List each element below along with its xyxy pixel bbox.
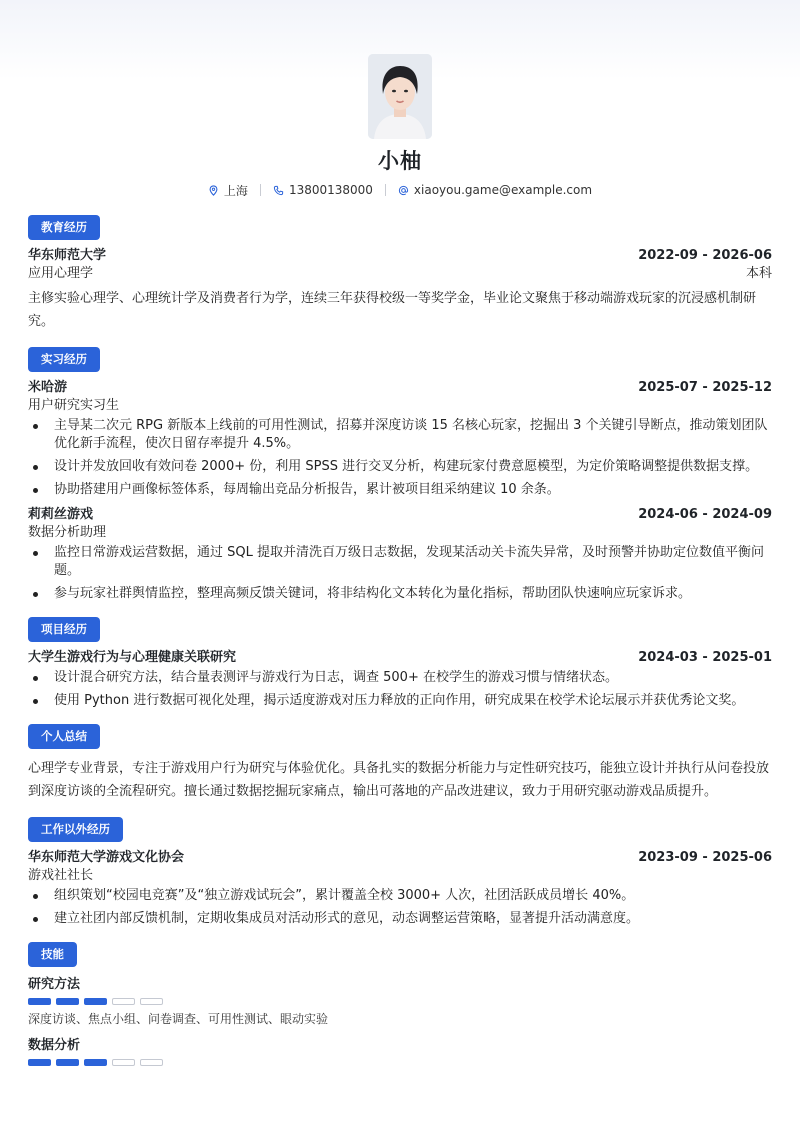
bullet-item: 协助搭建用户画像标签体系，每周输出竞品分析报告，累计被项目组采纳建议 10 余条。: [28, 481, 772, 499]
resume-header: [28, 0, 772, 199]
at-sign-icon: [398, 185, 409, 196]
skill-level-filled: [56, 998, 79, 1005]
skill-level-filled: [28, 998, 51, 1005]
bullet-item: 参与玩家社群舆情监控，整理高频反馈关键词，将非结构化文本转化为量化指标，帮助团队快速响应玩家诉求。: [28, 585, 772, 603]
contact-location: [208, 182, 248, 199]
internship-entry: [28, 505, 772, 603]
bullet-item: 组织策划“校园电竞赛”及“独立游戏试玩会”，累计覆盖全校 3000+ 人次，社团活跃成员增长 40%。: [28, 887, 772, 905]
education-description: 主修实验心理学、心理统计学及消费者行为学，连续三年获得校级一等奖学金，毕业论文聚焦于移动端游戏玩家的沉浸感机制研究。: [28, 291, 757, 329]
skill-name: 数据分析: [28, 1038, 81, 1053]
internship-bullets: [28, 417, 772, 499]
skill-item: [28, 1036, 772, 1066]
project-name: 大学生游戏行为与心理健康关联研究: [28, 650, 237, 665]
skill-level-filled: [56, 1059, 79, 1066]
location-pin-icon: [208, 185, 219, 196]
project-entry-header: [28, 648, 772, 667]
bullet-item: 建立社团内部反馈机制，定期收集成员对活动形式的意见，动态调整运营策略，显著提升活动满意度。: [28, 910, 772, 928]
contact-divider: [385, 184, 386, 196]
candidate-name: 小柚: [378, 149, 422, 173]
role-title: 用户研究实习生: [28, 398, 120, 413]
skills-section: [28, 942, 772, 1066]
section-tag-internship: 实习经历: [28, 347, 100, 372]
role-title: 游戏社社长: [28, 868, 94, 883]
degree: 本科: [745, 266, 772, 281]
skill-level-meter: [28, 1059, 772, 1066]
skill-level-empty: [140, 1059, 163, 1066]
internship-role: [28, 524, 772, 542]
bullet-item: 设计混合研究方法，结合量表测评与游戏行为日志，调查 500+ 在校学生的游戏习惯与情绪状态。: [28, 669, 772, 687]
org-name: 华东师范大学游戏文化协会: [28, 850, 185, 865]
bullet-item: 主导某二次元 RPG 新版本上线前的可用性测试，招募并深度访谈 15 名核心玩家，挖掘出 3 个关键引导断点，推动策划团队优化新手流程，使次日留存率提升 4.5%。: [28, 417, 772, 453]
internship-bullets: [28, 544, 772, 603]
section-tag-skills: 技能: [28, 942, 77, 967]
skill-level-filled: [84, 998, 107, 1005]
skill-name: 研究方法: [28, 977, 81, 992]
skill-item: [28, 975, 772, 1028]
skill-level-meter: [28, 998, 772, 1005]
section-tag-education: 教育经历: [28, 215, 100, 240]
education-section: [28, 215, 772, 333]
extracurricular-section: [28, 817, 772, 928]
project-bullets: [28, 669, 772, 710]
extracurricular-role: [28, 867, 772, 885]
major: 应用心理学: [28, 266, 94, 281]
bullet-item: 设计并发放回收有效问卷 2000+ 份，利用 SPSS 进行交叉分析，构建玩家付费意愿模型，为定价策略调整提供数据支撑。: [28, 458, 772, 476]
extracurricular-dates: 2023-09 - 2025-06: [638, 850, 772, 865]
role-title: 数据分析助理: [28, 525, 107, 540]
phone-text: 13800138000: [288, 183, 373, 197]
internship-section: [28, 347, 772, 603]
section-tag-extracurricular: 工作以外经历: [28, 817, 123, 842]
location-text: 上海: [223, 183, 248, 198]
school-name: 华东师范大学: [28, 248, 107, 263]
education-dates: 2022-09 - 2026-06: [638, 248, 772, 263]
section-tag-summary: 个人总结: [28, 724, 100, 749]
internship-entry: [28, 378, 772, 499]
company-name: 米哈游: [28, 380, 68, 395]
internship-entry-header: [28, 505, 772, 524]
skill-level-filled: [84, 1059, 107, 1066]
skill-level-empty: [112, 998, 135, 1005]
summary-text: 心理学专业背景，专注于游戏用户行为研究与体验优化。具备扎实的数据分析能力与定性研究技巧，能独立设计并执行从问卷投放到深度访谈的全流程研究。擅长通过数据挖掘玩家痛点，输出可落地的产品改进建议，致力于用研究驱动游戏品质提升。: [28, 761, 770, 799]
internship-role: [28, 397, 772, 415]
company-name: 莉莉丝游戏: [28, 507, 94, 522]
phone-icon: [273, 185, 284, 196]
bullet-item: 监控日常游戏运营数据，通过 SQL 提取并清洗百万级日志数据，发现某活动关卡流失异常，及时预警并协助定位数值平衡问题。: [28, 544, 772, 580]
extracurricular-entry-header: [28, 848, 772, 867]
skill-level-empty: [112, 1059, 135, 1066]
email-text[interactable]: xiaoyou.game@example.com: [413, 183, 593, 197]
bullet-item: 使用 Python 进行数据可视化处理，揭示适度游戏对压力释放的正向作用，研究成果在校学术论坛展示并获优秀论文奖。: [28, 692, 772, 710]
skill-level-filled: [28, 1059, 51, 1066]
contact-divider: [260, 184, 261, 196]
skill-description: 深度访谈、焦点小组、问卷调查、可用性测试、眼动实验: [28, 1012, 329, 1026]
portrait-image: [368, 54, 432, 139]
internship-entry-header: [28, 378, 772, 397]
internship-dates: 2024-06 - 2024-09: [638, 507, 772, 522]
project-dates: 2024-03 - 2025-01: [638, 650, 772, 665]
education-subrow: [28, 265, 772, 283]
summary-section: [28, 724, 772, 803]
contact-phone: [273, 183, 373, 197]
section-tag-project: 项目经历: [28, 617, 100, 642]
contact-bar: [28, 181, 772, 199]
profile-photo: [368, 54, 432, 139]
skill-level-empty: [140, 998, 163, 1005]
education-entry-header: [28, 246, 772, 265]
extracurricular-bullets: [28, 887, 772, 928]
contact-email[interactable]: [398, 183, 592, 197]
project-section: [28, 617, 772, 710]
internship-dates: 2025-07 - 2025-12: [638, 380, 772, 395]
